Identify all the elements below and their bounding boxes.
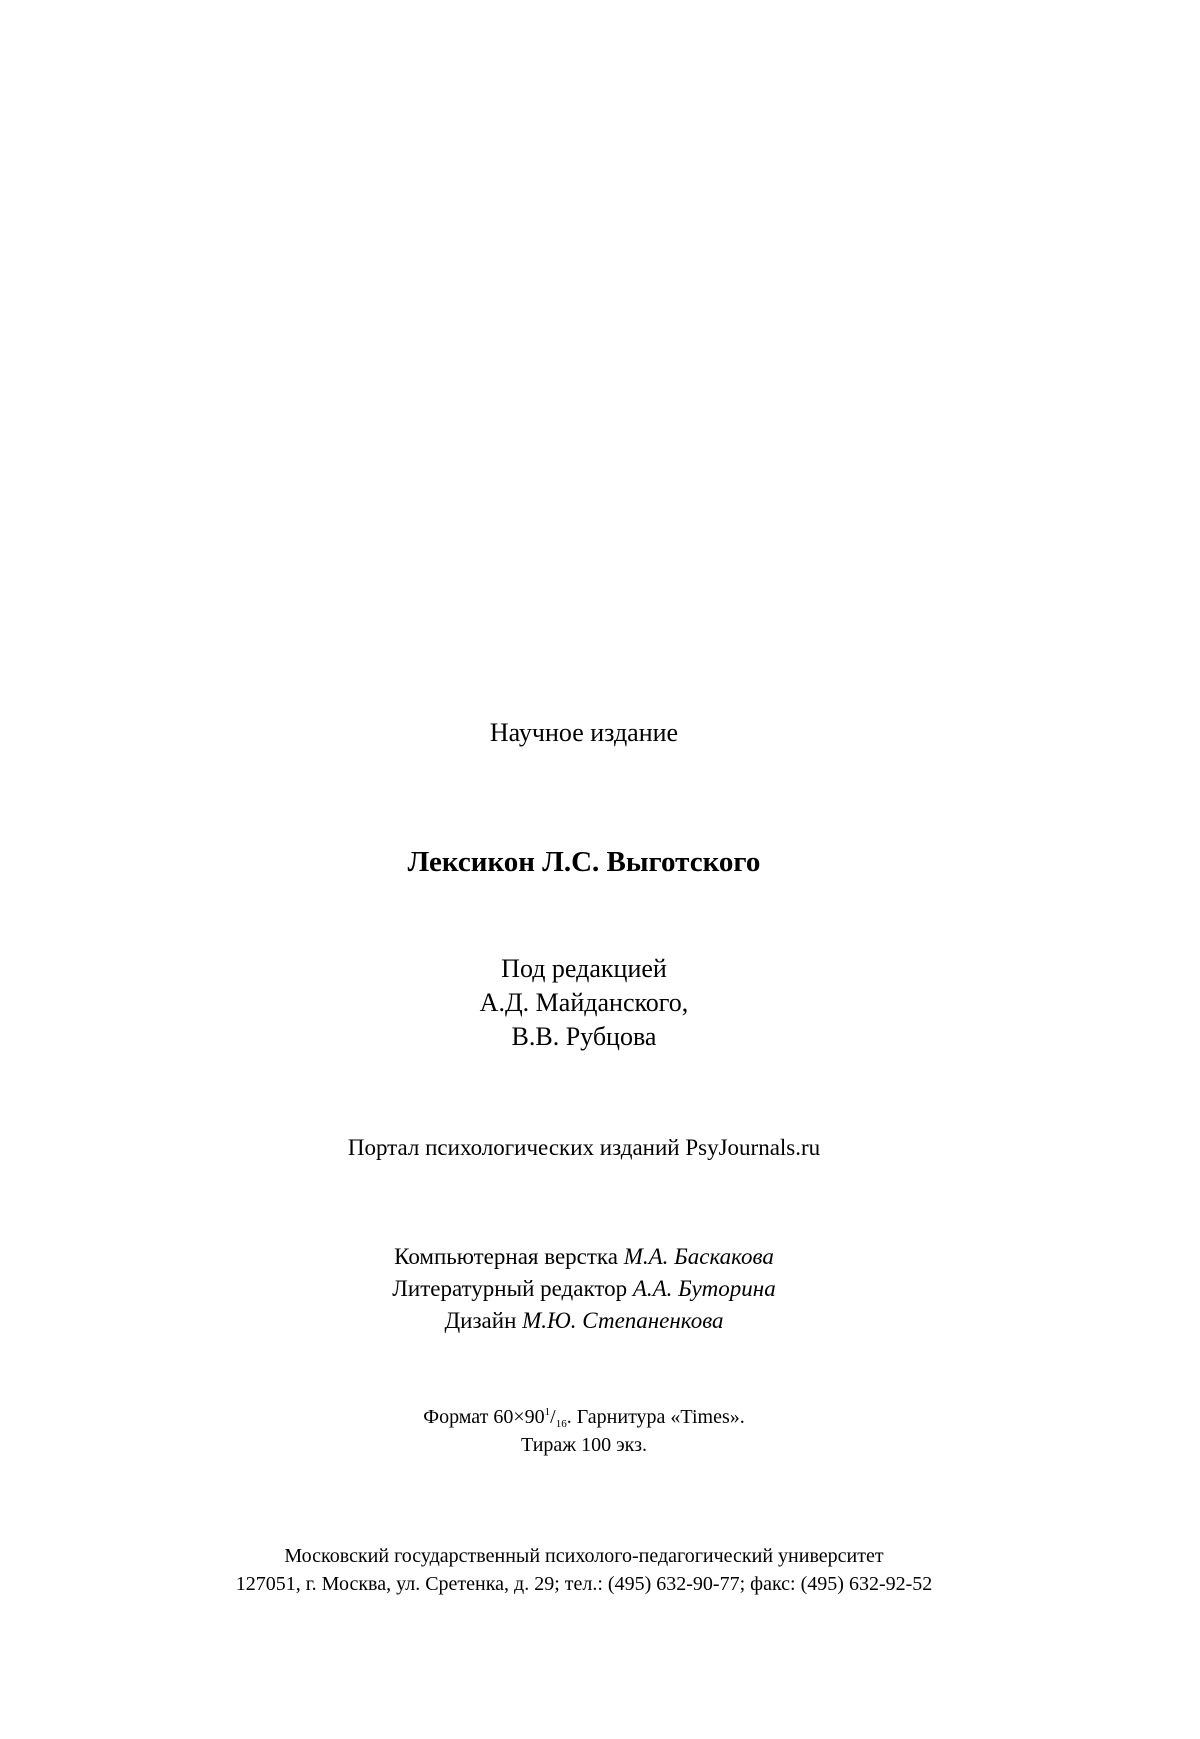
format-fraction-denominator: 16 [555,1418,567,1430]
credit-role: Компьютерная верстка [394,1244,618,1269]
credit-line [0,1244,1168,1270]
portal-line: Портал психологических изданий PsyJournals.ru [347,1135,821,1160]
editor-name: А.Д. Майданского, [479,988,689,1017]
format-fraction-numerator: 1 [544,1406,551,1418]
format-line [0,1406,1168,1430]
format-suffix: . Гарнитура «Times». [566,1406,745,1428]
publisher-name: Московский государственный психолого-педагогический университет [284,1545,884,1567]
editor-name: В.В. Рубцова [511,1022,657,1051]
format-fraction-separator: / [550,1406,556,1428]
credit-person: М.А. Баскакова [623,1244,774,1269]
credit-line [0,1308,1168,1334]
editors-label: Под редакцией [501,954,667,983]
credit-role: Литературный редактор [392,1276,628,1301]
print-run: Тираж 100 экз. [520,1434,648,1456]
credit-person: М.Ю. Степаненкова [522,1308,724,1333]
publisher-address: 127051, г. Москва, ул. Сретенка, д. 29; тел.: (495) 632-90-77; факс: (495) 632-92-52 [235,1573,933,1595]
publication-genre: Научное издание [489,718,679,747]
credit-person: А.А. Буторина [632,1276,776,1301]
book-title: Лексикон Л.С. Выготского [407,846,761,878]
credit-line [0,1276,1168,1302]
format-prefix: Формат 60×90 [423,1406,545,1428]
credit-role: Дизайн [444,1308,517,1333]
